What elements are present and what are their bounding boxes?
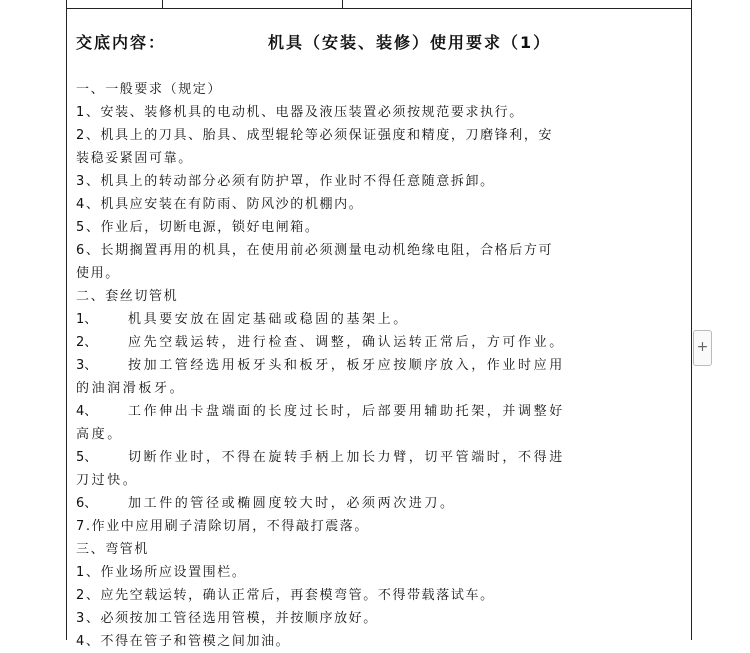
disclosure-body [76, 78, 680, 653]
section-heading [76, 285, 680, 308]
line-text: 的油润滑板牙。 [76, 381, 186, 396]
line-text: 高度。 [76, 427, 123, 442]
list-item [76, 170, 680, 193]
list-item [76, 354, 680, 377]
disclosure-label: 交底内容： [76, 33, 167, 52]
list-item [76, 446, 680, 469]
list-item [76, 561, 680, 584]
section-heading [76, 78, 680, 101]
line-text: 2、应先空载运转，确认正常后，再套模弯管。不得带载落试车。 [76, 588, 495, 603]
line-text: 4、不得在管子和管模之间加油。 [76, 634, 291, 649]
column-divider [162, 0, 163, 8]
line-text: 刀过快。 [76, 473, 139, 488]
line-text: 一、一般要求（规定） [76, 82, 223, 97]
list-item [76, 492, 680, 515]
document-table [66, 0, 692, 649]
list-item [76, 607, 680, 630]
line-text: 1、安装、装修机具的电动机、电器及液压装置必须按规范要求执行。 [76, 105, 524, 120]
line-text: 机具要安放在固定基础或稳固的基架上。 [128, 312, 409, 327]
column-divider [342, 0, 343, 8]
list-item [76, 193, 680, 216]
item-number: 1、 [76, 312, 98, 327]
line-text: 2、机具上的刀具、胎具、成型辊轮等必须保证强度和精度，刀磨锋利，安 [76, 128, 554, 143]
item-number: 6、 [76, 496, 98, 511]
line-text: 二、套丝切管机 [76, 289, 179, 304]
expand-button[interactable] [693, 330, 712, 366]
list-item-continuation [76, 469, 680, 492]
list-item [76, 400, 680, 423]
line-text: 应先空载运转，进行检查、调整，确认运转正常后，方可作业。 [128, 335, 565, 350]
line-text: 6、长期搁置再用的机具，在使用前必须测量电动机绝缘电阻，合格后方可 [76, 243, 554, 258]
list-item [76, 331, 680, 354]
line-text: 装稳妥紧固可靠。 [76, 151, 193, 166]
line-text: 3、机具上的转动部分必须有防护罩，作业时不得任意随意拆卸。 [76, 174, 495, 189]
line-text: 切断作业时，不得在旋转手柄上加长力臂，切平管端时，不得进 [128, 450, 565, 465]
item-number: 4、 [76, 404, 98, 419]
list-item [76, 584, 680, 607]
list-item-continuation [76, 377, 680, 400]
line-text: 工作伸出卡盘端面的长度过长时，后部要用辅助托架，并调整好 [128, 404, 565, 419]
list-item-continuation [76, 423, 680, 446]
line-text: 3、必须按加工管径选用管模，并按顺序放好。 [76, 611, 378, 626]
line-text: 按加工管经选用板牙头和板牙，板牙应按顺序放入，作业时应用 [128, 358, 565, 373]
list-item [76, 216, 680, 239]
line-text: 加工件的管径或椭圆度较大时，必须两次进刀。 [128, 496, 456, 511]
list-item [76, 101, 680, 124]
line-text: 三、弯管机 [76, 542, 150, 557]
section-heading [76, 538, 680, 561]
line-text: 7.作业中应用刷子清除切屑，不得敲打震落。 [76, 519, 370, 534]
list-item-continuation [76, 147, 680, 170]
item-number: 2、 [76, 335, 98, 350]
list-item-continuation [76, 262, 680, 285]
list-item [76, 515, 680, 538]
list-item [76, 239, 680, 262]
line-text: 5、作业后，切断电源，锁好电闸箱。 [76, 220, 320, 235]
disclosure-title: 机具（安装、装修）使用要求（1） [268, 33, 552, 52]
disclosure-header [76, 30, 676, 54]
line-text: 1、作业场所应设置围栏。 [76, 565, 247, 580]
item-number: 3、 [76, 358, 98, 373]
line-text: 使用。 [76, 266, 120, 281]
table-top-row [67, 0, 691, 9]
list-item [76, 124, 680, 147]
list-item [76, 630, 680, 653]
list-item [76, 308, 680, 331]
item-number: 5、 [76, 450, 98, 465]
plus-icon: + [696, 339, 709, 355]
line-text: 4、机具应安装在有防雨、防风沙的机棚内。 [76, 197, 364, 212]
